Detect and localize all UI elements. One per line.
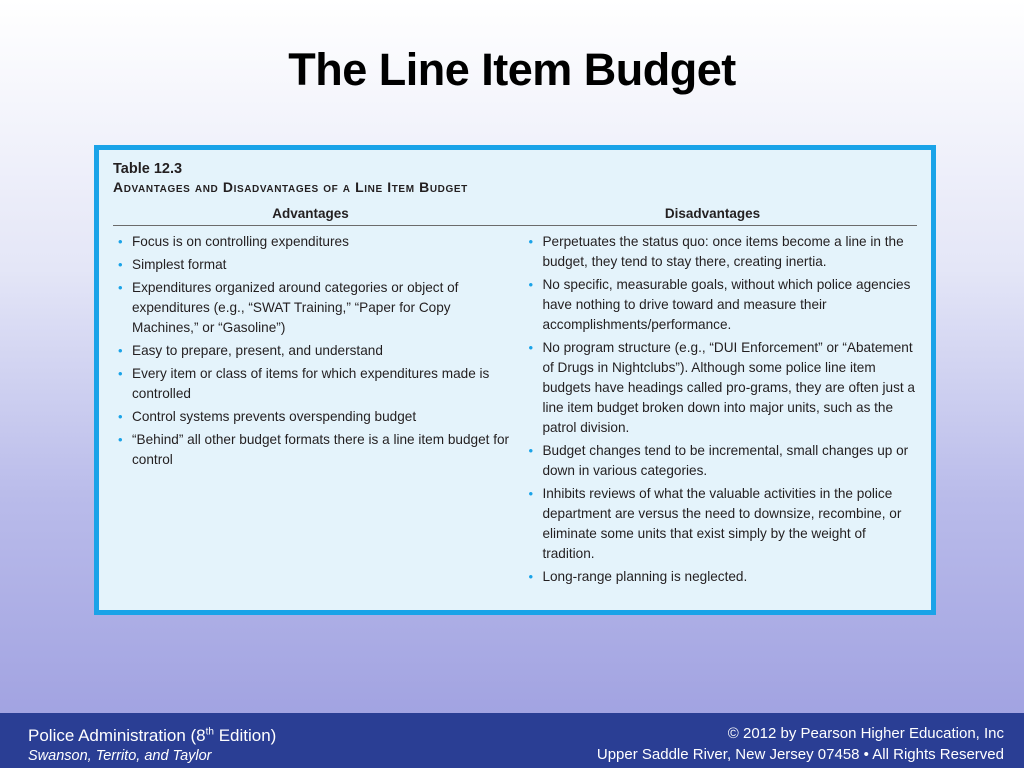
advantage-text: Control systems prevents overspending budget xyxy=(132,409,417,424)
disadvantage-text: Long-range planning is neglected. xyxy=(542,569,748,584)
table-caption: Advantages and Disadvantages of a Line Item Budget xyxy=(113,179,468,195)
disadvantage-text: Perpetuates the status quo: once items become a line in the budget, they tend to stay there, creating inertia. xyxy=(542,234,904,269)
bullet-icon: • xyxy=(118,343,123,358)
table-number: Table 12.3 xyxy=(113,161,183,177)
bullet-icon: • xyxy=(118,409,123,424)
advantage-item xyxy=(115,407,517,427)
disadvantages-heading: Disadvantages xyxy=(664,206,761,221)
bullet-icon: • xyxy=(528,443,533,458)
footer-book-info xyxy=(28,725,276,766)
bullet-icon: • xyxy=(528,569,533,584)
disadvantage-text: No program structure (e.g., “DUI Enforcement” or “Abatement of Drugs in Nightclubs”). Although some police line item budgets have headings called pro-grams, they are often just a line item budget broken down into major units, such as the patrol division. xyxy=(542,340,915,435)
disadvantages-list xyxy=(525,232,917,587)
advantage-item xyxy=(115,255,517,275)
advantage-text: Simplest format xyxy=(132,257,227,272)
book-title xyxy=(28,725,276,746)
advantages-list xyxy=(115,232,517,470)
disadvantage-item xyxy=(525,338,917,438)
bullet-icon: • xyxy=(118,257,123,272)
disadvantage-text: No specific, measurable goals, without which police agencies have nothing to drive toward and measure their accomplishments/performance. xyxy=(542,277,911,332)
advantage-item xyxy=(115,232,517,252)
table-panel xyxy=(94,145,936,615)
footer-bar xyxy=(0,713,1024,768)
disadvantage-item xyxy=(525,484,917,564)
bullet-icon: • xyxy=(528,486,533,501)
book-edition-superscript: th xyxy=(205,726,214,738)
advantage-text: Expenditures organized around categories or object of expenditures (e.g., “SWAT Training,” “Paper for Copy Machines,” or “Gasoline”) xyxy=(132,280,459,335)
bullet-icon: • xyxy=(528,234,533,249)
slide-title: The Line Item Budget xyxy=(288,44,736,95)
advantage-item xyxy=(115,364,517,404)
copyright-notice: © 2012 by Pearson Higher Education, Inc xyxy=(727,725,1004,742)
advantage-text: “Behind” all other budget formats there is a line item budget for control xyxy=(132,432,510,467)
disadvantage-item xyxy=(525,441,917,481)
advantages-column xyxy=(113,232,517,590)
disadvantage-text: Inhibits reviews of what the valuable activities in the police department are versus the need to downsize, recombine, or eliminate some units that exist simply by the weight of tradition. xyxy=(542,486,902,561)
book-title-prefix: Police Administration (8 xyxy=(28,726,206,745)
book-title-suffix: Edition) xyxy=(213,726,277,745)
bullet-icon: • xyxy=(528,277,533,292)
bullet-icon: • xyxy=(528,340,533,355)
disadvantages-column xyxy=(517,232,917,590)
disadvantage-item xyxy=(525,567,917,587)
table-body xyxy=(113,232,917,590)
disadvantage-item xyxy=(525,232,917,272)
bullet-icon: • xyxy=(118,234,123,249)
disadvantage-item xyxy=(525,275,917,335)
table-header-row xyxy=(113,206,917,226)
advantage-item xyxy=(115,430,517,470)
footer-publisher-info xyxy=(597,724,1004,765)
advantage-item xyxy=(115,278,517,338)
advantage-text: Easy to prepare, present, and understand xyxy=(132,343,383,358)
disadvantage-text: Budget changes tend to be incremental, small changes up or down in various categories. xyxy=(542,443,909,478)
advantages-heading: Advantages xyxy=(272,206,349,221)
bullet-icon: • xyxy=(118,280,123,295)
advantage-text: Focus is on controlling expenditures xyxy=(132,234,349,249)
book-authors: Swanson, Territo, and Taylor xyxy=(28,748,212,764)
bullet-icon: • xyxy=(118,366,123,381)
advantage-text: Every item or class of items for which expenditures made is controlled xyxy=(132,366,490,401)
bullet-icon: • xyxy=(118,432,123,447)
advantage-item xyxy=(115,341,517,361)
publisher-address: Upper Saddle River, New Jersey 07458 • All Rights Reserved xyxy=(596,746,1004,763)
